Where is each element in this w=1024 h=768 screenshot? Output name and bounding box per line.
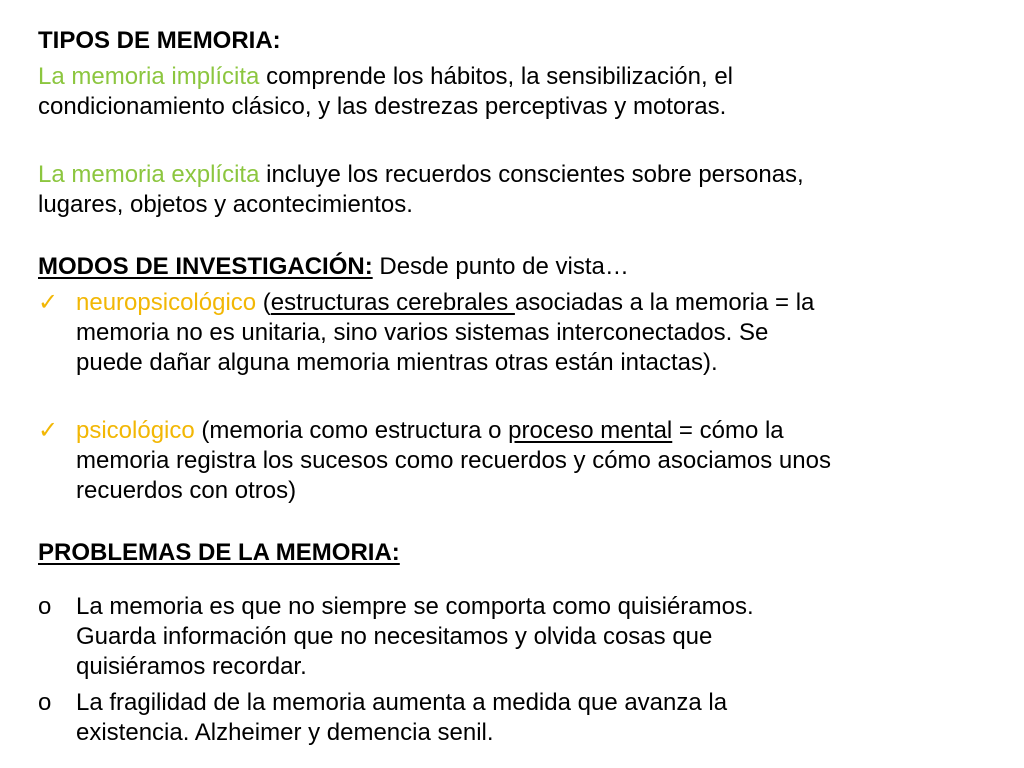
section-title-modos: MODOS DE INVESTIGACIÓN: Desde punto de vista… — [38, 253, 629, 280]
term-neuropsicologico: neuropsicológico — [76, 289, 257, 316]
list-item-problema-2: La fragilidad de la memoria aumenta a medida que avanza la existencia. Alzheimer y demencia senil. — [76, 689, 728, 746]
section-title-problemas: PROBLEMAS DE LA MEMORIA: — [38, 539, 400, 566]
paragraph-implicita: La memoria implícita comprende los hábitos, la sensibilización, el condicionamiento clásico, y las destrezas perceptivas y motoras. — [38, 63, 733, 120]
paragraph-explicita: La memoria explícita incluye los recuerdos conscientes sobre personas, lugares, objetos y acontecimientos. — [38, 161, 804, 218]
term-implicita: La memoria implícita — [38, 63, 260, 90]
list-item-problema-1: La memoria es que no siempre se comporta como quisiéramos. Guarda información que no necesitamos y olvida cosas que quisiéramos recordar. — [76, 593, 754, 680]
term-explicita: La memoria explícita — [38, 161, 260, 188]
circle-bullet-icon: o — [38, 593, 52, 620]
list-item-neuropsicologico: neuropsicológico (estructuras cerebrales asociadas a la memoria = la memoria no es unitaria, sino varios sistemas interconectados. Se puede dañar alguna memoria mientras otras están intactas). — [76, 289, 815, 376]
circle-bullet-icon: o — [38, 689, 52, 716]
term-psicologico: psicológico — [76, 417, 195, 444]
checkmark-icon: ✓ — [38, 417, 59, 444]
checkmark-icon: ✓ — [38, 289, 59, 316]
list-item-psicologico: psicológico (memoria como estructura o proceso mental = cómo la memoria registra los sucesos como recuerdos y cómo asociamos unos recuerdos con otros) — [76, 417, 831, 504]
section-title-tipos: TIPOS DE MEMORIA: — [38, 27, 281, 54]
